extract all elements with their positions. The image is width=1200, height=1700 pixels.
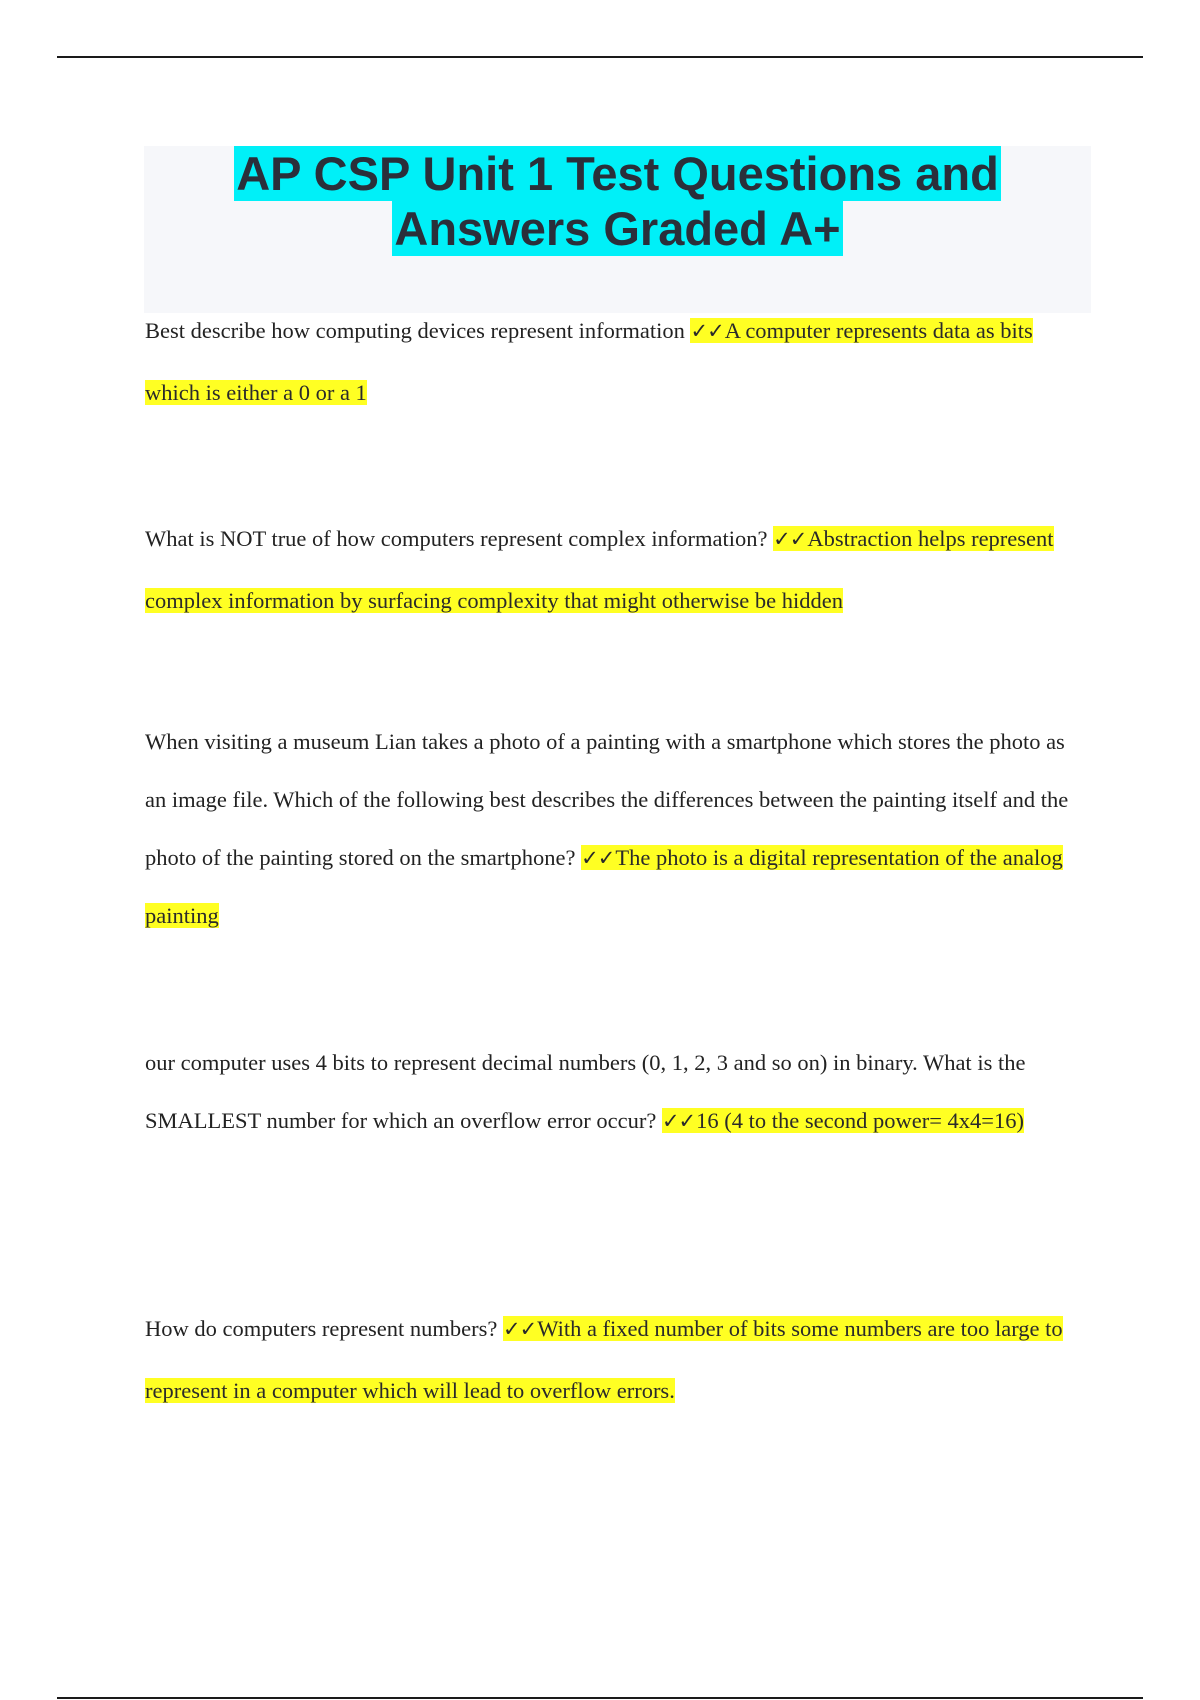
title-block xyxy=(144,146,1091,313)
question-text: When visiting a museum Lian takes a photo of a painting with a smartphone which stores the photo as an image file. Which of the following best describes the differences between the painting itself and the photo of the painting stored on the smartphone? xyxy=(145,729,1069,870)
answer-label: Abstraction helps represent complex information by surfacing complexity that might otherwise be hidden xyxy=(145,526,1054,613)
question-text: Best describe how computing devices represent information xyxy=(145,318,691,343)
check-icon: ✓✓ xyxy=(661,1109,696,1133)
answer-label: 16 (4 to the second power= 4x4=16) xyxy=(696,1108,1024,1133)
qa-item xyxy=(145,1034,1085,1150)
check-icon: ✓✓ xyxy=(690,319,724,343)
answer-label: A computer represents data as bits which is either a 0 or a 1 xyxy=(145,318,1033,405)
question-text: How do computers represent numbers? xyxy=(145,1316,504,1341)
question-text: our computer uses 4 bits to represent decimal numbers (0, 1, 2, 3 and so on) in binary. What is the SMALLEST number for which an overflow error occur? xyxy=(145,1050,1026,1133)
title-line-1: AP CSP Unit 1 Test Questions and xyxy=(236,147,999,200)
header-rule xyxy=(57,56,1143,58)
qa-item xyxy=(145,1298,1085,1421)
page-title xyxy=(144,146,1091,256)
answer-text xyxy=(662,1108,1024,1133)
title-line-2: Answers Graded A+ xyxy=(394,202,841,255)
check-icon: ✓✓ xyxy=(773,527,807,551)
check-icon: ✓✓ xyxy=(503,1317,537,1341)
qa-item xyxy=(145,713,1085,945)
answer-label: The photo is a digital representation of the analog painting xyxy=(145,845,1063,928)
check-icon: ✓✓ xyxy=(581,846,615,870)
answer-label: With a fixed number of bits some numbers are too large to represent in a computer which will lead to overflow errors. xyxy=(145,1316,1063,1403)
footer-rule xyxy=(57,1697,1143,1699)
question-text: What is NOT true of how computers represent complex information? xyxy=(145,526,774,551)
qa-item xyxy=(145,300,1085,423)
qa-item xyxy=(145,508,1085,631)
